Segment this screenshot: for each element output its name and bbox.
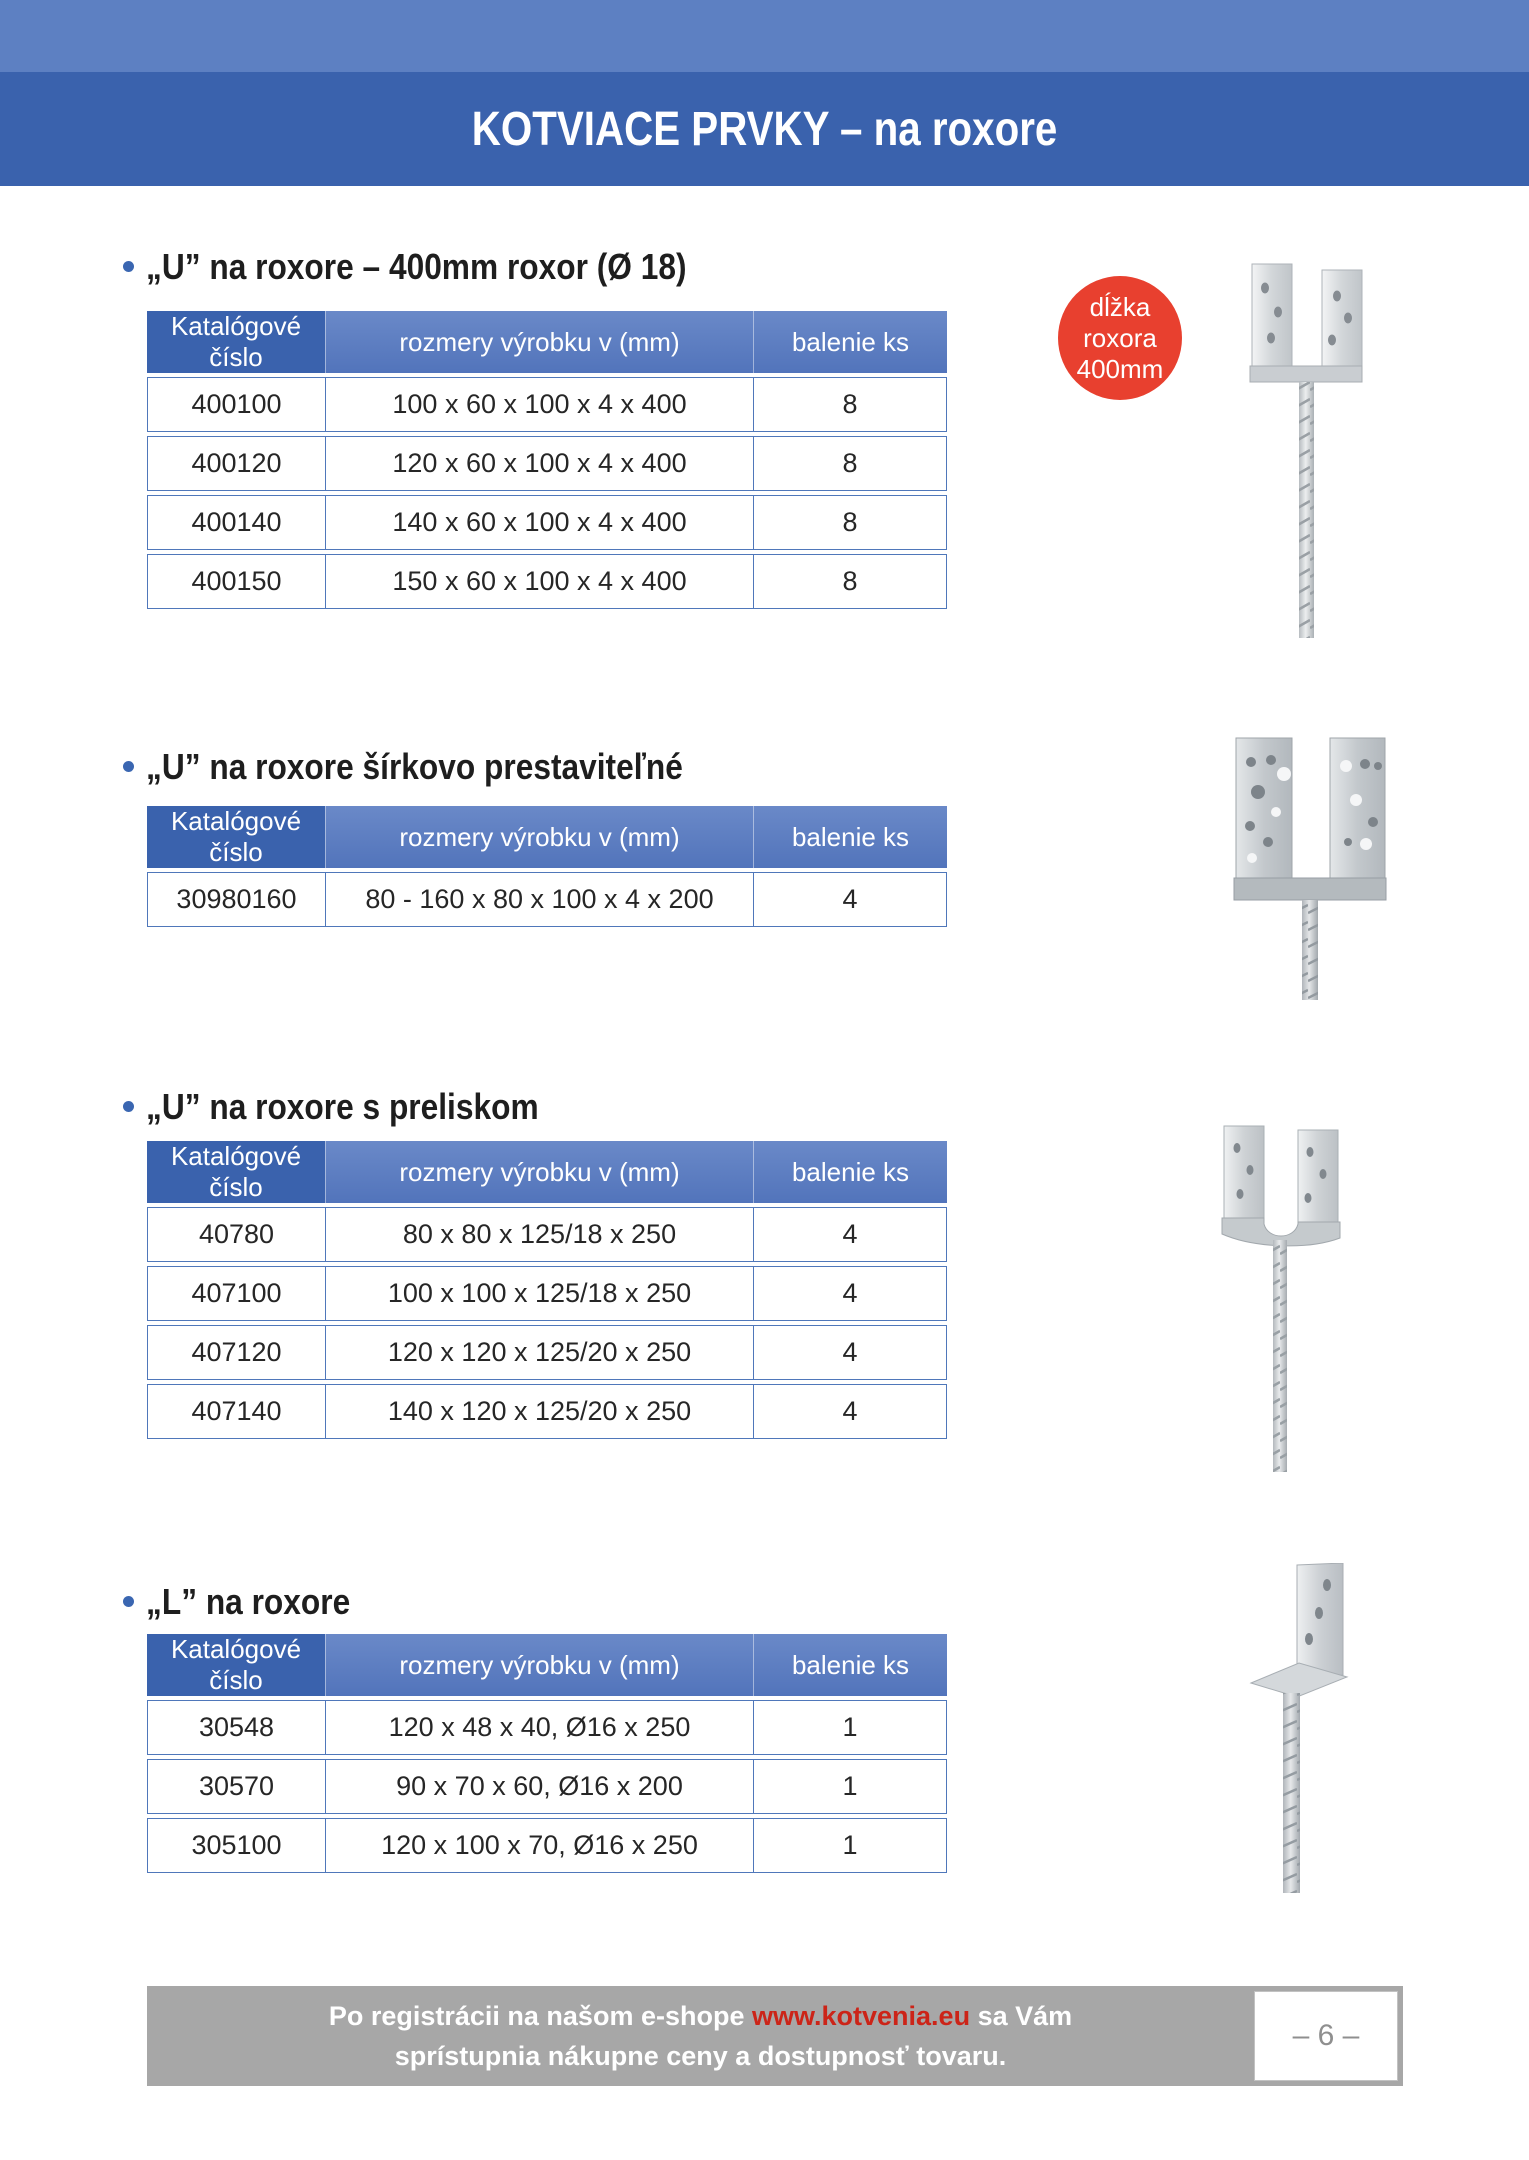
table-row [147, 377, 947, 432]
cell-catalog: 400150 [147, 554, 325, 609]
page-title-band [0, 72, 1529, 186]
cell-packing: 4 [753, 1207, 947, 1262]
table-header-row [147, 1634, 947, 1696]
cell-catalog: 400140 [147, 495, 325, 550]
page-title: KOTVIACE PRVKY – na roxore [471, 102, 1058, 156]
cell-packing: 4 [753, 1384, 947, 1439]
col-header-packing: balenie ks [753, 1634, 947, 1696]
bullet-icon [123, 761, 134, 772]
col-header-dimensions: rozmery výrobku v (mm) [325, 311, 753, 373]
col-header-catalog: Katalógové číslo [147, 311, 325, 373]
product-image-l-bracket [1243, 1563, 1363, 1898]
catalog-table-l [147, 1630, 947, 1877]
col-header-packing: balenie ks [753, 311, 947, 373]
cell-packing: 8 [753, 495, 947, 550]
section-heading: „U” na roxore – 400mm roxor (Ø 18) [147, 247, 947, 287]
table-row [147, 436, 947, 491]
section-u-s-preliskom [147, 1087, 947, 1443]
product-image-u-400-roxor [1240, 258, 1390, 643]
table-row [147, 554, 947, 609]
cell-dimensions: 80 x 80 x 125/18 x 250 [325, 1207, 753, 1262]
product-image-u-adjustable [1228, 730, 1393, 1005]
table-header-row [147, 806, 947, 868]
cell-dimensions: 100 x 60 x 100 x 4 x 400 [325, 377, 753, 432]
cell-catalog: 305100 [147, 1818, 325, 1873]
section-heading: „U” na roxore s preliskom [147, 1087, 947, 1127]
table-row [147, 1759, 947, 1814]
col-header-dimensions: rozmery výrobku v (mm) [325, 1141, 753, 1203]
table-row [147, 495, 947, 550]
cell-dimensions: 120 x 60 x 100 x 4 x 400 [325, 436, 753, 491]
bullet-icon [123, 261, 134, 272]
cell-dimensions: 120 x 120 x 125/20 x 250 [325, 1325, 753, 1380]
footer-text: Po registrácii na našom e-shope www.kotvenia.eu sa Vám sprístupnia nákupne ceny a dostupnosť tovaru. [328, 2001, 1073, 2071]
cell-packing: 4 [753, 872, 947, 927]
catalog-table-u-adjustable [147, 802, 947, 931]
cell-packing: 1 [753, 1818, 947, 1873]
cell-catalog: 400120 [147, 436, 325, 491]
catalog-table-u-400 [147, 307, 947, 613]
bullet-icon [123, 1101, 134, 1112]
cell-catalog: 407100 [147, 1266, 325, 1321]
section-heading: „U” na roxore šírkovo prestaviteľné [147, 747, 947, 787]
cell-dimensions: 120 x 100 x 70, Ø16 x 250 [325, 1818, 753, 1873]
cell-catalog: 30980160 [147, 872, 325, 927]
table-row [147, 1207, 947, 1262]
cell-dimensions: 100 x 100 x 125/18 x 250 [325, 1266, 753, 1321]
cell-packing: 8 [753, 554, 947, 609]
table-row [147, 1818, 947, 1873]
cell-packing: 4 [753, 1266, 947, 1321]
table-row [147, 1325, 947, 1380]
col-header-packing: balenie ks [753, 1141, 947, 1203]
cell-packing: 8 [753, 377, 947, 432]
cell-catalog: 400100 [147, 377, 325, 432]
product-image-u-preliskom [1210, 1122, 1360, 1477]
footer-bar [147, 1986, 1403, 2086]
cell-catalog: 30570 [147, 1759, 325, 1814]
page-number: – 6 – [1292, 2019, 1360, 2052]
cell-catalog: 407140 [147, 1384, 325, 1439]
roxor-length-badge: dĺžka roxora 400mm [1058, 276, 1182, 400]
cell-dimensions: 90 x 70 x 60, Ø16 x 200 [325, 1759, 753, 1814]
cell-dimensions: 80 - 160 x 80 x 100 x 4 x 200 [325, 872, 753, 927]
top-light-blue-strip [0, 0, 1529, 72]
cell-dimensions: 140 x 120 x 125/20 x 250 [325, 1384, 753, 1439]
col-header-catalog: Katalógové číslo [147, 1141, 325, 1203]
cell-dimensions: 150 x 60 x 100 x 4 x 400 [325, 554, 753, 609]
table-row [147, 1384, 947, 1439]
table-row [147, 1266, 947, 1321]
cell-packing: 4 [753, 1325, 947, 1380]
section-l-na-roxore [147, 1582, 947, 1877]
cell-catalog: 30548 [147, 1700, 325, 1755]
table-row [147, 872, 947, 927]
cell-packing: 1 [753, 1700, 947, 1755]
col-header-dimensions: rozmery výrobku v (mm) [325, 806, 753, 868]
col-header-dimensions: rozmery výrobku v (mm) [325, 1634, 753, 1696]
table-row [147, 1700, 947, 1755]
col-header-catalog: Katalógové číslo [147, 1634, 325, 1696]
page-number-box [1254, 1991, 1398, 2081]
section-heading: „L” na roxore [147, 1582, 947, 1622]
cell-catalog: 407120 [147, 1325, 325, 1380]
cell-catalog: 40780 [147, 1207, 325, 1262]
section-u-400mm-roxor [147, 247, 947, 613]
table-header-row [147, 1141, 947, 1203]
col-header-catalog: Katalógové číslo [147, 806, 325, 868]
cell-dimensions: 140 x 60 x 100 x 4 x 400 [325, 495, 753, 550]
table-header-row [147, 311, 947, 373]
section-u-sirkovo-prestavitelne [147, 747, 947, 931]
col-header-packing: balenie ks [753, 806, 947, 868]
bullet-icon [123, 1596, 134, 1607]
cell-packing: 8 [753, 436, 947, 491]
catalog-table-u-preliskom [147, 1137, 947, 1443]
kotvenia-link[interactable]: www.kotvenia.eu [752, 2001, 971, 2031]
cell-dimensions: 120 x 48 x 40, Ø16 x 250 [325, 1700, 753, 1755]
cell-packing: 1 [753, 1759, 947, 1814]
